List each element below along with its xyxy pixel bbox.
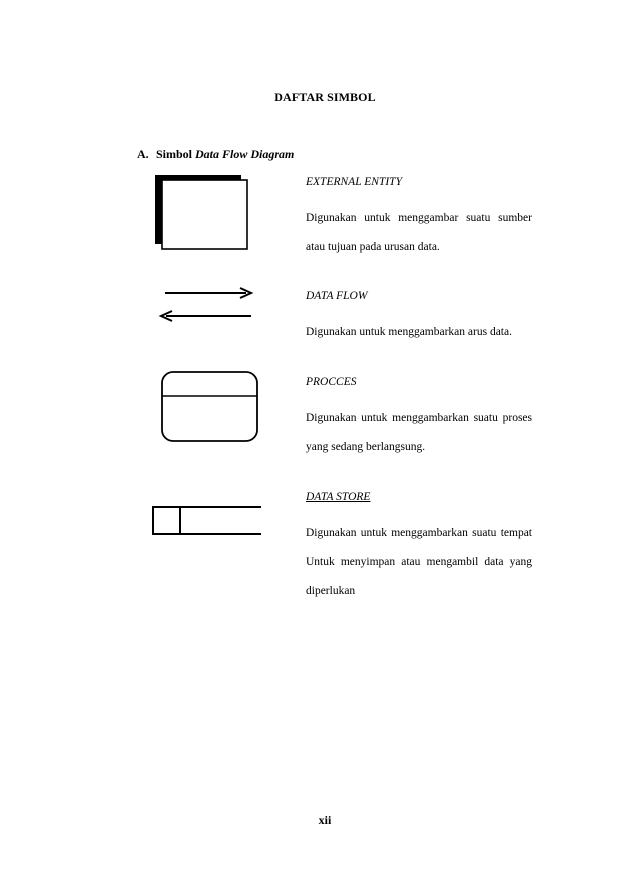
section-number: A. — [137, 147, 149, 161]
symbol-name: DATA FLOW — [306, 290, 368, 302]
section-label-italic: Data Flow Diagram — [195, 147, 295, 161]
external-entity-icon — [150, 172, 255, 254]
symbol-entry-data-store — [306, 491, 532, 606]
symbol-description: Digunakan untuk menggambarkan suatu tempat Untuk menyimpan atau mengambil data yang diperlukan — [306, 527, 532, 597]
page-number: xii — [318, 813, 332, 827]
symbol-entry-data-flow — [306, 290, 532, 347]
symbol-entry-external-entity — [306, 176, 532, 262]
symbol-entry-process — [306, 376, 532, 462]
section-label: Simbol — [156, 147, 193, 161]
data-store-icon — [150, 503, 265, 539]
symbol-description: Digunakan untuk menggambarkan arus data. — [306, 326, 512, 338]
symbol-description: Digunakan untuk menggambar suatu sumber atau tujuan pada urusan data. — [306, 212, 532, 253]
symbol-name: EXTERNAL ENTITY — [306, 176, 402, 188]
symbol-name: DATA STORE — [306, 491, 371, 503]
data-flow-icon — [150, 283, 260, 325]
page-title: DAFTAR SIMBOL — [274, 90, 376, 104]
process-icon — [150, 368, 265, 446]
symbol-name: PROCCES — [306, 376, 357, 388]
symbol-description: Digunakan untuk menggambarkan suatu proses yang sedang berlangsung. — [306, 412, 532, 453]
section-heading — [137, 147, 294, 162]
